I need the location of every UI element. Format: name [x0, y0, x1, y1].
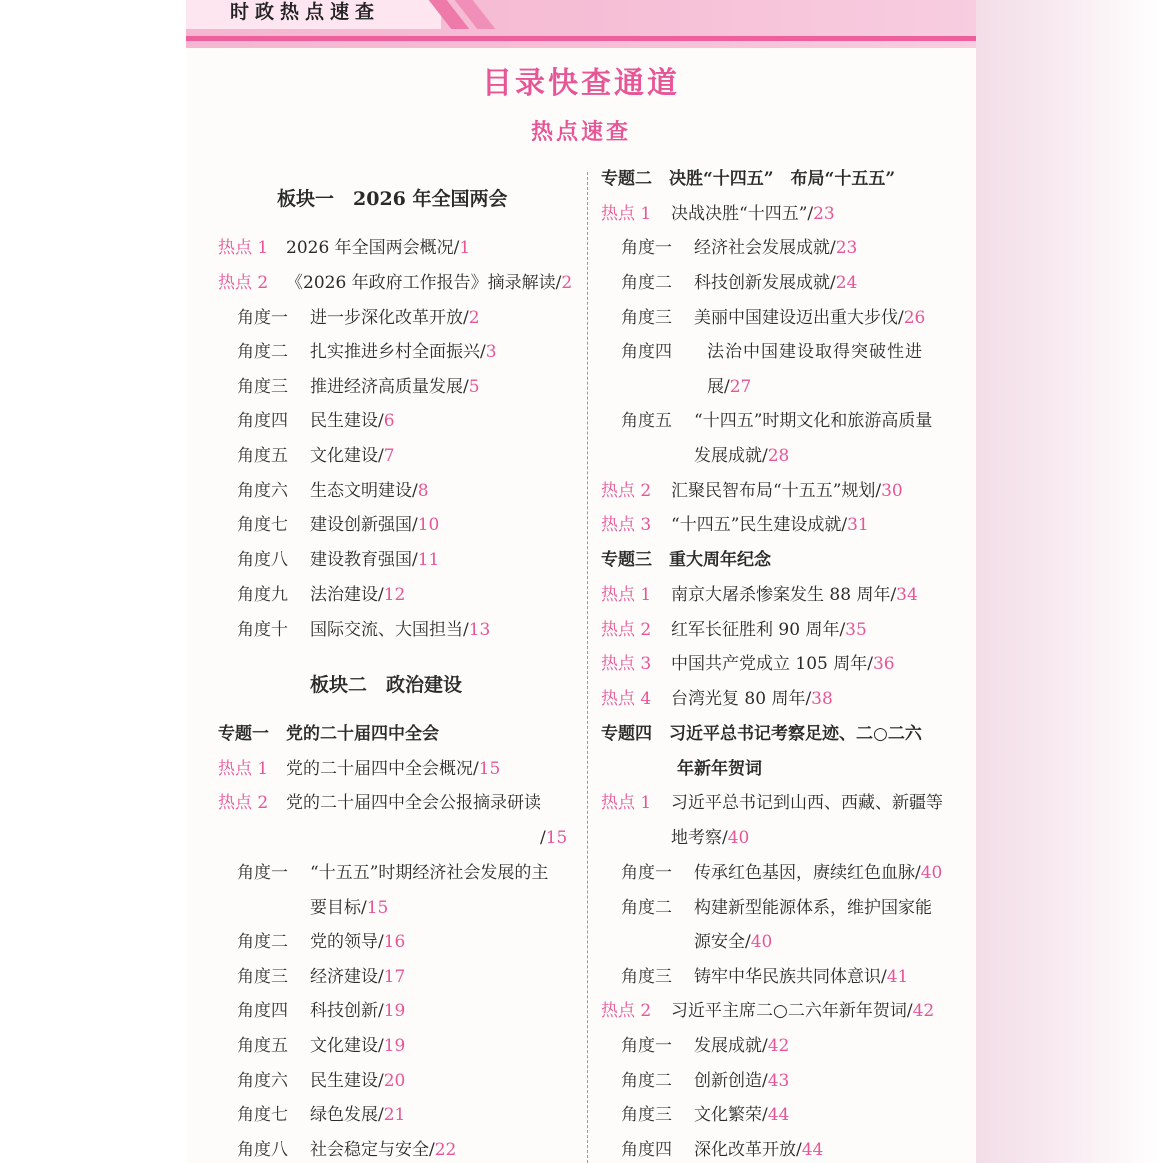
entry-continuation[interactable]	[707, 376, 751, 398]
toc-entry[interactable]	[621, 897, 932, 919]
entry-continuation[interactable]	[694, 931, 772, 953]
entry-label: 热点 1	[601, 204, 652, 224]
page-number: 15	[545, 828, 568, 848]
entry-text: 美丽中国建设迈出重大步伐/	[694, 308, 904, 328]
toc-entry[interactable]	[237, 931, 405, 953]
entry-text: 民生建设/	[310, 411, 384, 431]
page-number: 24	[835, 273, 858, 293]
entry-text: 地考察/	[671, 828, 728, 848]
page-number: 26	[903, 308, 926, 328]
page-number: 3	[485, 342, 497, 362]
entry-text: 习近平主席二○二六年新年贺词/	[671, 1001, 913, 1021]
toc-entry[interactable]	[621, 307, 925, 329]
entry-label: 角度三	[621, 1105, 672, 1125]
page-number: 21	[383, 1105, 406, 1125]
entry-text: 台湾光复 80 周年/	[671, 689, 812, 709]
page-number: 2	[561, 273, 573, 293]
entry-text: 党的二十届四中全会公报摘录研读	[286, 793, 541, 813]
page-number: 31	[847, 515, 869, 535]
entry-label: 角度二	[621, 273, 672, 293]
entry-text: 构建新型能源体系，维护国家能	[694, 898, 932, 918]
entry-text: 经济社会发展成就/	[694, 238, 836, 258]
entry-label: 角度五	[621, 411, 672, 431]
toc-entry[interactable]	[621, 341, 923, 363]
page-number: 13	[468, 620, 491, 640]
page-title: 目录快查通道	[482, 66, 680, 101]
toc-entry[interactable]	[621, 862, 942, 884]
entry-text: “十四五”时期文化和旅游高质量	[694, 411, 933, 431]
entry-label: 角度二	[621, 898, 672, 918]
entry-label: 角度一	[621, 1036, 672, 1056]
toc-entry[interactable]	[601, 480, 903, 502]
entry-text: 铸牢中华民族共同体意识/	[694, 967, 887, 987]
toc-entry[interactable]	[237, 445, 395, 467]
entry-text: 发展成就/	[694, 1036, 768, 1056]
entry-text: 党的二十届四中全会概况/	[286, 759, 479, 779]
page-number: 40	[920, 863, 943, 883]
entry-text: 建设教育强国/	[310, 550, 418, 570]
topic-heading[interactable]: 专题一 党的二十届四中全会	[218, 724, 439, 744]
entry-label: 角度二	[237, 342, 288, 362]
entry-text: 南京大屠杀惨案发生 88 周年/	[671, 585, 897, 605]
toc-entry[interactable]	[237, 341, 497, 363]
entry-text: 《2026 年政府工作报告》摘录解读/	[286, 273, 562, 293]
entry-text: 法治建设/	[310, 585, 384, 605]
entry-label: 角度三	[621, 967, 672, 987]
page-number: 10	[417, 515, 440, 535]
page-number: 44	[801, 1140, 824, 1160]
entry-text: 汇聚民智布局“十五五”规划/	[671, 481, 882, 501]
page-edge-shadow	[976, 0, 1163, 1163]
entry-label: 角度四	[621, 342, 672, 362]
toc-entry[interactable]	[237, 1070, 405, 1092]
toc-entry[interactable]	[237, 1104, 405, 1126]
page-number: 17	[383, 967, 406, 987]
page-number: 30	[881, 481, 903, 501]
toc-entry[interactable]	[237, 480, 429, 502]
entry-label: 热点 2	[601, 481, 652, 501]
toc-entry[interactable]	[621, 272, 857, 294]
toc-entry[interactable]	[601, 792, 943, 814]
entry-text: 社会稳定与安全/	[310, 1140, 435, 1160]
page-number: 11	[417, 550, 440, 570]
toc-entry[interactable]	[601, 203, 835, 225]
page-number: 42	[767, 1036, 790, 1056]
entry-label: 热点 2	[601, 620, 652, 640]
entry-label: 热点 4	[601, 689, 652, 709]
toc-entry[interactable]	[621, 1104, 789, 1126]
entry-label: 热点 2	[218, 273, 269, 293]
toc-entry[interactable]	[621, 966, 908, 988]
toc-entry[interactable]	[237, 307, 480, 329]
page-number: 22	[434, 1140, 457, 1160]
toc-entry[interactable]	[218, 758, 500, 780]
page-number: 16	[383, 932, 406, 952]
toc-entry[interactable]	[237, 1139, 456, 1161]
entry-label: 热点 1	[218, 238, 269, 258]
entry-continuation[interactable]	[310, 897, 388, 919]
toc-entry[interactable]	[601, 514, 869, 536]
page-number: 41	[886, 967, 909, 987]
entry-text: 中国共产党成立 105 周年/	[671, 654, 873, 674]
entry-text: 扎实推进乡村全面振兴/	[310, 342, 486, 362]
entry-label: 热点 1	[601, 793, 652, 813]
page-number: 44	[767, 1105, 790, 1125]
header-stripe	[186, 36, 976, 41]
entry-text: 进一步深化改革开放/	[310, 308, 469, 328]
entry-label: 角度八	[237, 550, 288, 570]
entry-label: 角度三	[237, 967, 288, 987]
entry-text: 建设创新强国/	[310, 515, 418, 535]
entry-label: 热点 1	[601, 585, 652, 605]
entry-text: 民生建设/	[310, 1071, 384, 1091]
entry-text: “十五五”时期经济社会发展的主	[310, 863, 549, 883]
entry-text: 经济建设/	[310, 967, 384, 987]
entry-label: 角度二	[621, 1071, 672, 1091]
toc-entry[interactable]	[621, 237, 857, 259]
page-number: 40	[727, 828, 750, 848]
page-number: 28	[767, 446, 790, 466]
entry-continuation[interactable]	[694, 445, 789, 467]
toc-entry[interactable]	[601, 653, 895, 675]
page-number: 15	[478, 759, 501, 779]
page-number: 15	[366, 898, 389, 918]
entry-label: 角度二	[237, 932, 288, 952]
entry-label: 角度五	[237, 446, 288, 466]
page-number: 5	[468, 377, 480, 397]
entry-text: 国际交流、大国担当/	[310, 620, 469, 640]
entry-text: 源安全/	[694, 932, 751, 952]
entry-label: 角度八	[237, 1140, 288, 1160]
toc-entry[interactable]	[218, 237, 470, 259]
toc-entry[interactable]	[237, 514, 439, 536]
entry-label: 角度三	[621, 308, 672, 328]
toc-entry[interactable]	[237, 376, 480, 398]
entry-text: 生态文明建设/	[310, 481, 418, 501]
topic-heading[interactable]: 专题四 习近平总书记考察足迹、二○二六	[601, 724, 922, 744]
page-number: 38	[811, 689, 833, 709]
entry-text: 传承红色基因，赓续红色血脉/	[694, 863, 921, 883]
block-heading: 板块二 政治建设	[310, 674, 463, 696]
toc-entry[interactable]	[237, 410, 395, 432]
page-number: 23	[835, 238, 858, 258]
toc-entry[interactable]	[237, 1035, 405, 1057]
entry-label: 角度一	[237, 308, 288, 328]
entry-label: 角度九	[237, 585, 288, 605]
toc-entry[interactable]	[621, 1139, 823, 1161]
toc-entry[interactable]	[237, 584, 405, 606]
topic-heading[interactable]: 专题二 决胜“十四五” 布局“十五五”	[601, 169, 896, 189]
entry-label: 角度七	[237, 515, 288, 535]
toc-entry[interactable]	[601, 584, 918, 606]
entry-label: 角度七	[237, 1105, 288, 1125]
entry-label: 角度六	[237, 1071, 288, 1091]
page-number: 1	[459, 238, 471, 258]
toc-entry[interactable]	[237, 549, 439, 571]
entry-text: 创新创造/	[694, 1071, 768, 1091]
toc-entry[interactable]	[218, 272, 572, 294]
toc-entry[interactable]	[237, 966, 405, 988]
page-number: 34	[896, 585, 918, 605]
entry-label: 角度一	[621, 238, 672, 258]
page-number: 19	[383, 1036, 406, 1056]
topic-heading[interactable]: 专题三 重大周年纪念	[601, 550, 771, 570]
toc-entry[interactable]	[237, 862, 548, 884]
entry-text: “十四五”民生建设成就/	[671, 515, 848, 535]
block-heading: 板块一 2026 年全国两会	[277, 188, 508, 210]
entry-label: 热点 3	[601, 654, 652, 674]
entry-label: 角度四	[237, 411, 288, 431]
entry-text: 习近平总书记到山西、西藏、新疆等	[671, 793, 943, 813]
column-divider	[587, 172, 588, 1163]
page-number: 27	[729, 377, 752, 397]
entry-label: 热点 1	[218, 759, 269, 779]
entry-label: 角度一	[237, 863, 288, 883]
entry-text: 法治中国建设取得突破性进	[707, 342, 923, 362]
page-number: 36	[872, 654, 895, 674]
toc-entry[interactable]	[237, 619, 490, 641]
entry-text: 绿色发展/	[310, 1105, 384, 1125]
entry-label: 热点 2	[218, 793, 269, 813]
toc-entry[interactable]	[601, 619, 867, 641]
section-label: 时政热点速查	[230, 1, 381, 23]
entry-label: 热点 3	[601, 515, 652, 535]
entry-label: 热点 2	[601, 1001, 652, 1021]
entry-label: 角度十	[237, 620, 288, 640]
entry-text: 文化繁荣/	[694, 1105, 768, 1125]
page-number: 6	[383, 411, 395, 431]
entry-label: 角度六	[237, 481, 288, 501]
page-number: 2	[468, 308, 480, 328]
page-number: 23	[813, 204, 835, 224]
entry-text: 2026 年全国两会概况/	[286, 238, 460, 258]
entry-text: 党的领导/	[310, 932, 384, 952]
entry-text: 展/	[707, 377, 730, 397]
entry-text: 文化建设/	[310, 446, 384, 466]
entry-text: 科技创新/	[310, 1001, 384, 1021]
page-number: 12	[383, 585, 406, 605]
toc-entry[interactable]	[621, 410, 932, 432]
entry-text: 决战决胜“十四五”/	[671, 204, 814, 224]
page-number: 43	[767, 1071, 790, 1091]
entry-text: 文化建设/	[310, 1036, 384, 1056]
page-number: 8	[417, 481, 429, 501]
page-number: 35	[845, 620, 867, 640]
entry-label: 角度三	[237, 377, 288, 397]
entry-text: 红军长征胜利 90 周年/	[671, 620, 846, 640]
entry-text: /	[540, 828, 546, 848]
entry-text: 发展成就/	[694, 446, 768, 466]
page-subtitle: 热点速查	[530, 119, 631, 145]
toc-entry[interactable]	[237, 1000, 405, 1022]
toc-entry[interactable]	[601, 1000, 934, 1022]
toc-entry[interactable]	[621, 1070, 789, 1092]
entry-label: 角度四	[621, 1140, 672, 1160]
entry-label: 角度一	[621, 863, 672, 883]
toc-entry[interactable]	[621, 1035, 789, 1057]
page-number: 19	[383, 1001, 406, 1021]
toc-entry[interactable]	[218, 792, 541, 814]
page-number: 20	[383, 1071, 406, 1091]
entry-continuation[interactable]	[540, 827, 567, 849]
topic-heading-continuation[interactable]: 年新年贺词	[677, 759, 762, 779]
entry-label: 角度四	[237, 1001, 288, 1021]
entry-label: 角度五	[237, 1036, 288, 1056]
entry-continuation[interactable]	[671, 827, 749, 849]
page-number: 42	[912, 1001, 935, 1021]
page-number: 7	[383, 446, 395, 466]
entry-text: 深化改革开放/	[694, 1140, 802, 1160]
entry-text: 科技创新发展成就/	[694, 273, 836, 293]
entry-text: 推进经济高质量发展/	[310, 377, 469, 397]
toc-entry[interactable]	[601, 688, 833, 710]
entry-text: 要目标/	[310, 898, 367, 918]
page-number: 40	[750, 932, 773, 952]
